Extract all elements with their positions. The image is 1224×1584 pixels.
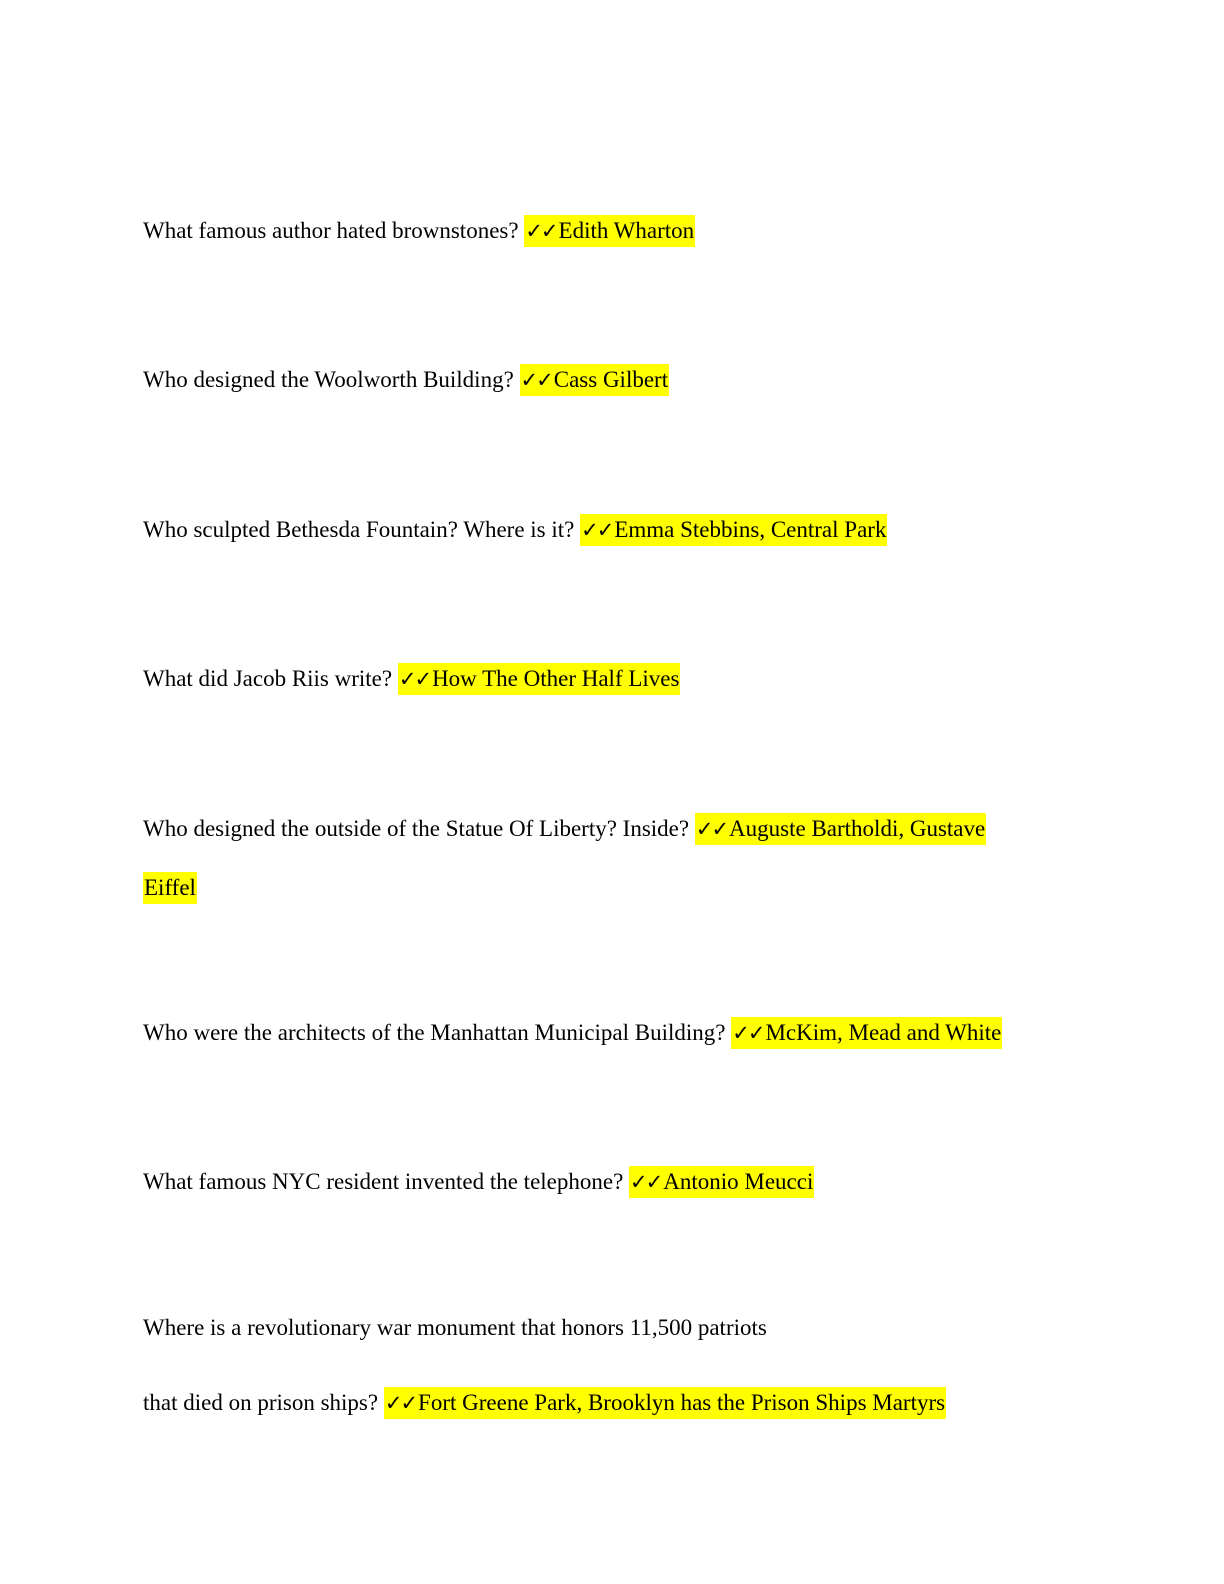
qa-item-6 [143, 1018, 1083, 1048]
double-check-icon: ✓✓ [384, 1391, 417, 1415]
qa-item-3 [143, 515, 1083, 545]
answer-text: How The Other Half Lives [432, 666, 680, 691]
question-text: Who designed the outside of the Statue Of Liberty? Inside? [143, 816, 690, 841]
answer-highlight [580, 514, 887, 546]
double-check-icon: ✓✓ [520, 368, 552, 392]
answer-highlight [384, 1387, 946, 1419]
answer-text-line1: Auguste Bartholdi, Gustave [729, 816, 986, 841]
answer-highlight [524, 215, 695, 247]
answer-text-line2: Eiffel [144, 875, 196, 900]
answer-text: McKim, Mead and White [765, 1020, 1002, 1045]
question-text-line2: that died on prison ships? [143, 1390, 379, 1415]
double-check-icon: ✓✓ [525, 219, 557, 243]
question-text: Who sculpted Bethesda Fountain? Where is it? [143, 517, 575, 542]
answer-highlight [398, 663, 681, 695]
qa-item-4 [143, 664, 1083, 694]
question-text: What did Jacob Riis write? [143, 666, 393, 691]
double-check-icon: ✓✓ [732, 1021, 764, 1045]
qa-item-5 [143, 814, 1083, 844]
answer-highlight [629, 1166, 814, 1198]
qa-item-7 [143, 1167, 1083, 1197]
qa-item-1 [143, 216, 1083, 246]
question-text: What famous NYC resident invented the telephone? [143, 1169, 624, 1194]
double-check-icon: ✓✓ [398, 667, 431, 691]
answer-highlight [731, 1017, 1002, 1049]
answer-text: Fort Greene Park, Brooklyn has the Prison Ships Martyrs [418, 1390, 946, 1415]
question-text: Who were the architects of the Manhattan Municipal Building? [143, 1020, 726, 1045]
question-text: Who designed the Woolworth Building? [143, 367, 514, 392]
qa-item-8-continued [143, 1388, 1083, 1418]
answer-text: Antonio Meucci [663, 1169, 814, 1194]
qa-item-2 [143, 365, 1083, 395]
question-text-line1: Where is a revolutionary war monument that honors 11,500 patriots [143, 1315, 767, 1340]
answer-highlight [143, 872, 197, 904]
double-check-icon: ✓✓ [581, 518, 613, 542]
answer-highlight [695, 813, 986, 845]
double-check-icon: ✓✓ [695, 817, 728, 841]
answer-highlight [520, 364, 670, 396]
answer-text: Cass Gilbert [553, 367, 669, 392]
qa-item-5-continued [143, 873, 1083, 903]
qa-item-8 [143, 1313, 1083, 1343]
question-text: What famous author hated brownstones? [143, 218, 519, 243]
answer-text: Emma Stebbins, Central Park [614, 517, 887, 542]
double-check-icon: ✓✓ [630, 1170, 662, 1194]
answer-text: Edith Wharton [558, 218, 695, 243]
